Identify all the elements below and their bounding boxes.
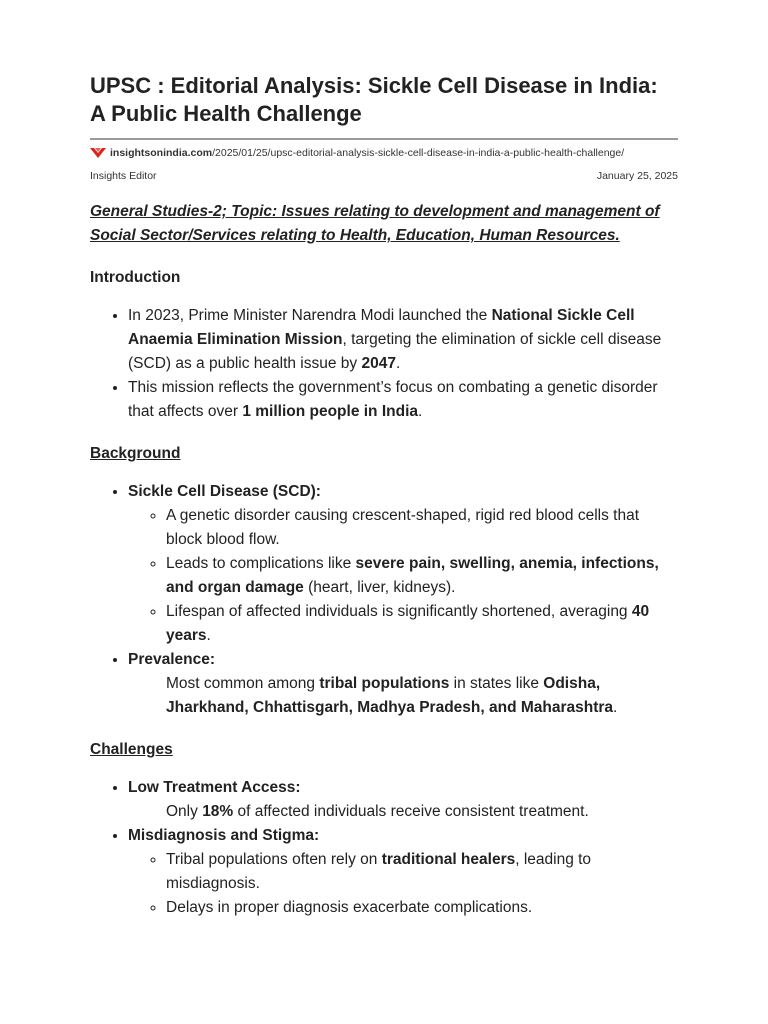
text: Leads to complications like — [166, 555, 356, 572]
bold-text: tribal populations — [319, 675, 450, 692]
sub-list — [128, 504, 678, 648]
bold-text: National Sickle Cell Anaemia Elimination Mission — [128, 307, 635, 348]
text: in states like — [449, 675, 544, 692]
bold-text: severe pain, swelling, anemia, infections, and organ damage — [166, 555, 659, 596]
introduction-heading: Introduction — [90, 269, 181, 286]
text: In 2023, Prime Minister Narendra Modi launched the — [128, 307, 492, 324]
list-item — [128, 776, 678, 824]
text: . — [418, 403, 423, 420]
text: . — [613, 699, 618, 716]
source-domain[interactable]: insightsonindia.com — [110, 147, 213, 159]
list-item — [128, 304, 678, 376]
text: of affected individuals receive consistent treatment. — [233, 803, 589, 820]
item-label: Low Treatment Access: — [128, 779, 301, 796]
syllabus-topic: General Studies-2; Topic: Issues relating to development and management of Social Sector/Services relating to Health, Education, Human Resources. — [90, 203, 660, 244]
sub-list-item — [166, 600, 678, 648]
title-divider — [90, 138, 678, 140]
list-item — [128, 376, 678, 424]
background-list — [90, 480, 678, 720]
list-item — [128, 648, 678, 720]
list-item — [128, 480, 678, 648]
article — [90, 72, 678, 920]
item-detail — [128, 800, 678, 824]
text: , targeting the elimination of sickle cell disease (SCD) as a public health issue by — [128, 331, 662, 372]
challenges-list — [90, 776, 678, 920]
bold-text: 2047 — [361, 355, 396, 372]
insights-logo-icon — [90, 147, 106, 159]
text: . — [395, 355, 401, 372]
article-title: UPSC : Editorial Analysis: Sickle Cell Disease in India: A Public Health Challenge — [90, 73, 658, 126]
introduction-list — [90, 304, 678, 424]
item-detail — [128, 672, 678, 720]
text: This mission reflects the government’s focus on combating a genetic disorder that affects over — [128, 379, 658, 420]
bold-text: 40 years — [166, 603, 650, 644]
text: , leading to misdiagnosis. — [166, 851, 592, 892]
bold-text: 18% — [202, 803, 234, 820]
text: Tribal populations often rely on — [166, 851, 382, 868]
item-label: Misdiagnosis and Stigma: — [128, 827, 320, 844]
bold-text: 1 million people in India — [242, 403, 418, 420]
text: Most common among — [166, 675, 320, 692]
text: Lifespan of affected individuals is significantly shortened, averaging — [166, 603, 632, 620]
sub-list-item: ◦ Delays in proper diagnosis exacerbate complications. — [166, 896, 678, 920]
author: Insights Editor — [90, 170, 157, 182]
source-path[interactable]: /2025/01/25/upsc-editorial-analysis-sickle-cell-disease-in-india-a-public-health-challenge/ — [212, 147, 625, 159]
text: . — [206, 627, 211, 644]
list-item — [128, 824, 678, 920]
article-meta — [90, 170, 678, 182]
bold-text: Odisha, Jharkhand, Chhattisgarh, Madhya Pradesh, and Maharashtra — [166, 675, 614, 716]
sub-list-item: ◦ A genetic disorder causing crescent-shaped, rigid red blood cells that block blood flow. — [166, 504, 678, 552]
text: (heart, liver, kidneys). — [303, 579, 456, 596]
background-heading: Background — [90, 445, 181, 462]
text: Only — [166, 803, 203, 820]
source-line — [90, 147, 678, 159]
challenges-heading: Challenges — [90, 741, 173, 758]
item-label: Sickle Cell Disease (SCD): — [128, 483, 321, 500]
sub-list-item — [166, 848, 678, 896]
sub-list-item — [166, 552, 678, 600]
item-label: Prevalence: — [128, 651, 216, 668]
sub-list — [128, 848, 678, 920]
publish-date: January 25, 2025 — [596, 170, 678, 182]
bold-text: traditional healers — [381, 851, 516, 868]
